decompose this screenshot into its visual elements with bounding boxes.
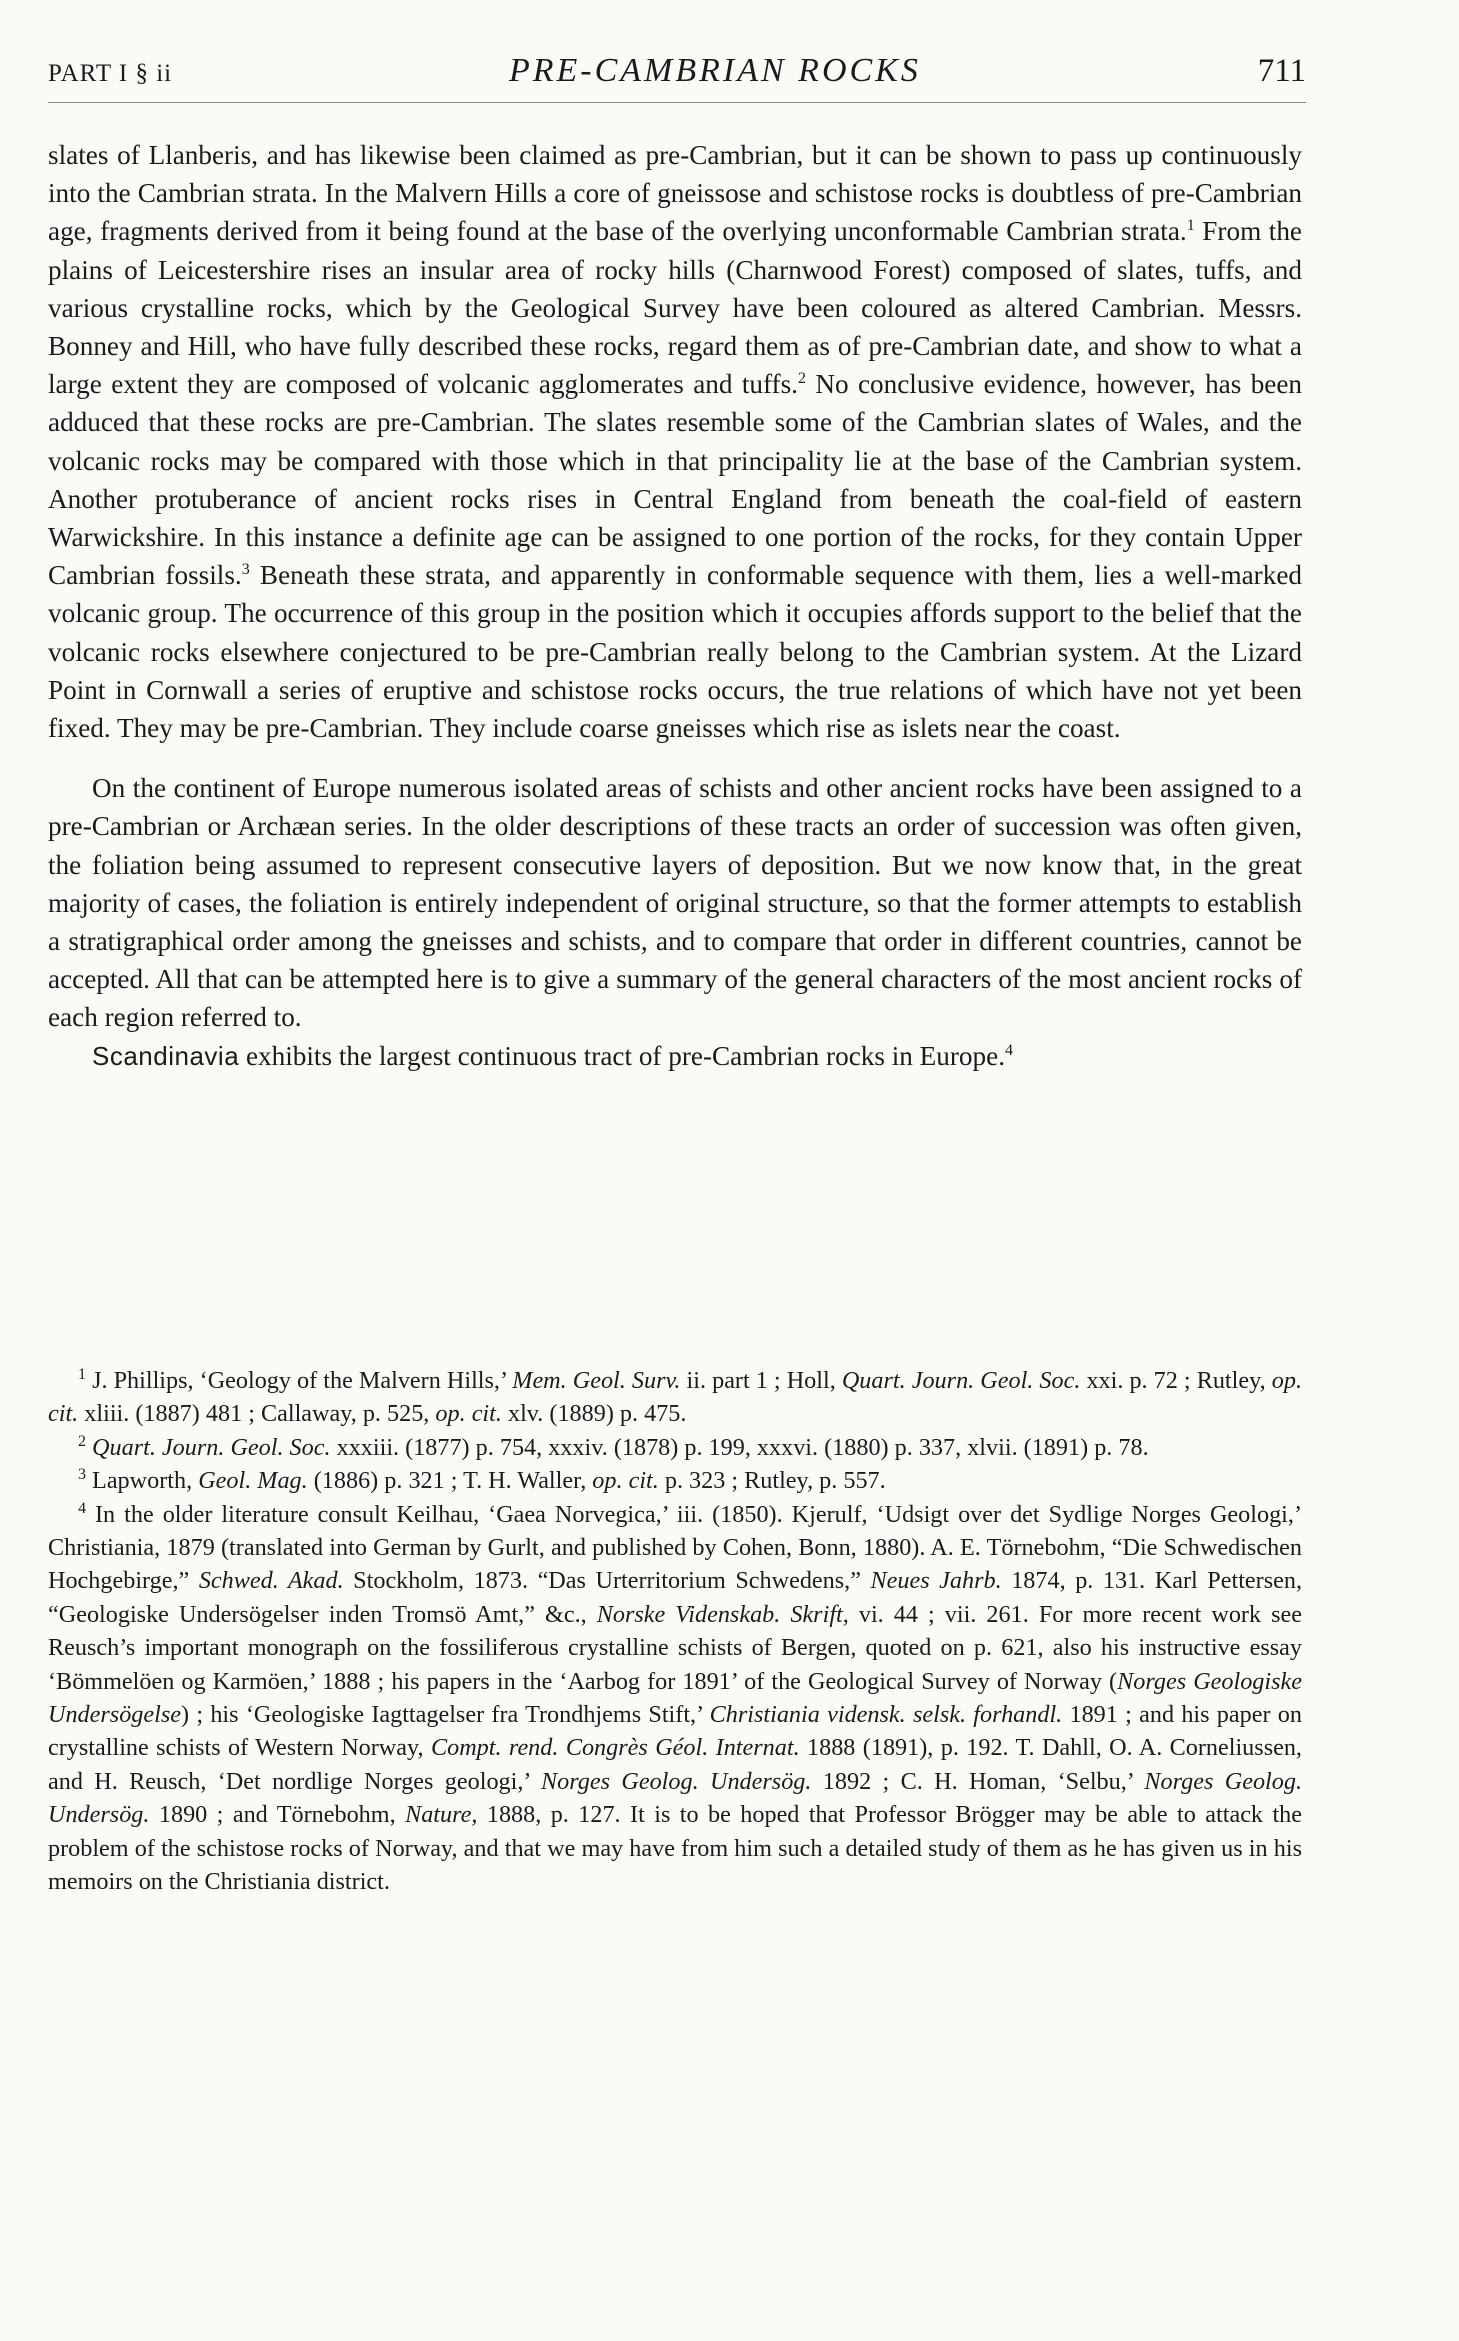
footnote-2: $^2$ Quart. Journ. Geol. Soc. xxxiii. (1877) p. 754, xxxiv. (1878) p. 199, xxxvi. (1880) p. 337, xlvii. (1891) p. 78. bbox=[78, 1432, 1149, 1461]
footnotes bbox=[48, 1364, 1302, 1899]
paragraph-british-rocks: slates of Llanberis, and has likewise been claimed as pre-Cambrian, but it can be shown to pass up continuously into the Cambrian strata. In the Malvern Hills a core of gneissose and schistose rocks is doubtless of pre-Cambrian age, fragments derived from it being found at the base of the overlying unconformable Cambrian strata.$^1$ From the plains of Leicestershire rises an insular area of rocky hills (Charnwood Forest) composed of slates, tuffs, and various crystalline rocks, which by the Geological Survey have been coloured as altered Cambrian. Messrs. Bonney and Hill, who have fully described these rocks, regard them as of pre-Cambrian date, and show to what a large extent they are composed of volcanic agglomerates and tuffs.$^2$ No conclusive evidence, however, has been adduced that these rocks are pre-Cambrian. The slates resemble some of the Cambrian slates of Wales, and the volcanic rocks may be compared with those which in that principality lie at the base of the Cambrian system. Another protuberance of ancient rocks rises in Central England from beneath the coal-field of eastern Warwickshire. In this instance a definite age can be assigned to one portion of the rocks, for they contain Upper Cambrian fossils.$^3$ Beneath these strata, and apparently in conformable sequence with them, lies a well-marked volcanic group. The occurrence of this group in the position which it occupies affords support to the belief that the volcanic rocks elsewhere conjectured to be pre-Cambrian really belong to the Cambrian system. At the Lizard Point in Cornwall a series of eruptive and schistose rocks occurs, the true relations of which have not yet been fixed. They may be pre-Cambrian. They include coarse gneisses which rise as islets near the coast. bbox=[48, 140, 1303, 744]
footnote-ref-4: 4 bbox=[1005, 1041, 1013, 1059]
footnote-1: $^1$ J. Phillips, ‘Geology of the Malvern Hills,’ Mem. Geol. Surv. ii. part 1 ; Holl, Quart. Journ. Geol. Soc. xxi. p. 72 ; Rutley, op. cit. xliii. (1887) 481 ; Callaway, p. 525, op. cit. xlv. (1889) p. 475. bbox=[48, 1365, 1302, 1428]
footnote-ref-2: 2 bbox=[797, 370, 806, 388]
footnote-3: $^3$ Lapworth, Geol. Mag. (1886) p. 321 ; T. H. Waller, op. cit. p. 323 ; Rutley, p. 557. bbox=[78, 1466, 886, 1495]
chapter-title: PRE-CAMBRIAN ROCKS bbox=[508, 52, 921, 89]
page-number: 711 bbox=[1257, 53, 1306, 89]
footnote-ref-3: 3 bbox=[241, 561, 250, 579]
paragraph-continent-of-europe: On the continent of Europe numerous isolated areas of schists and other ancient rocks have been assigned to a pre-Cambrian or Archæan series. In the older descriptions of these tracts an order of succession was often given, the foliation being assumed to represent consecutive layers of deposition. But we now know that, in the great majority of cases, the foliation is entirely independent of original structure, so that the former attempts to establish a stratigraphical order among the gneisses and schists, and to compare that order in different countries, cannot be accepted. All that can be attempted here is to give a summary of the general characters of the most ancient rocks of each region referred to. bbox=[48, 773, 1302, 1033]
footnote-ref-1: 1 bbox=[1186, 217, 1195, 235]
running-header bbox=[48, 52, 1306, 103]
footnote-4: $^4$ In the older literature consult Keilhau, ‘Gaea Norvegica,’ iii. (1850). Kjerulf, ‘Udsigt over det Sydlige Norges Geologi,’ Christiania, 1879 (translated into German by Gurlt, and published by Cohen, Bonn, 1880). A. E. Törnebohm, “Die Schwedischen Hochgebirge,” Schwed. Akad. Stockholm, 1873. “Das Urterritorium Schwedens,” Neues Jahrb. 1874, p. 131. Karl Pettersen, “Geologiske Undersögelser inden Tromsö Amt,” &c., Norske Videnskab. Skrift, vi. 44 ; vii. 261. For more recent work see Reusch’s important monograph on the fossiliferous crystalline schists of Bergen, quoted on p. 621, also his instructive essay ‘Bömmelöen og Karmöen,’ 1888 ; his papers in the ‘Aarbog for 1891’ of the Geological Survey of Norway (Norges Geologiske Undersögelse) ; his ‘Geologiske Iagttagelser fra Trondhjems Stift,’ Christiania vidensk. selsk. forhandl. 1891 ; and his paper on crystalline schists of Western Norway, Compt. rend. Congrès Géol. Internat. 1888 (1891), p. 192. T. Dahll, O. A. Corneliussen, and H. Reusch, ‘Det nordlige Norges geologi,’ Norges Geolog. Undersög. 1892 ; C. H. Homan, ‘Selbu,’ Norges Geolog. Undersög. 1890 ; and Törnebohm, Nature, 1888, p. 127. It is to be hoped that Professor Brögger may be able to attack the problem of the schistose rocks of Norway, and that we may have from him such a detailed study of them as he has given us in his memoirs on the Christiania district. bbox=[48, 1499, 1303, 1896]
main-text bbox=[48, 136, 1302, 1075]
paragraph-scandinavia: Scandinavia exhibits the largest continuous tract of pre-Cambrian rocks in Europe.$^4$ bbox=[92, 1040, 1013, 1071]
scandinavia-heading: Scandinavia bbox=[92, 1040, 240, 1071]
part-section-label: PART I § ii bbox=[48, 60, 173, 87]
